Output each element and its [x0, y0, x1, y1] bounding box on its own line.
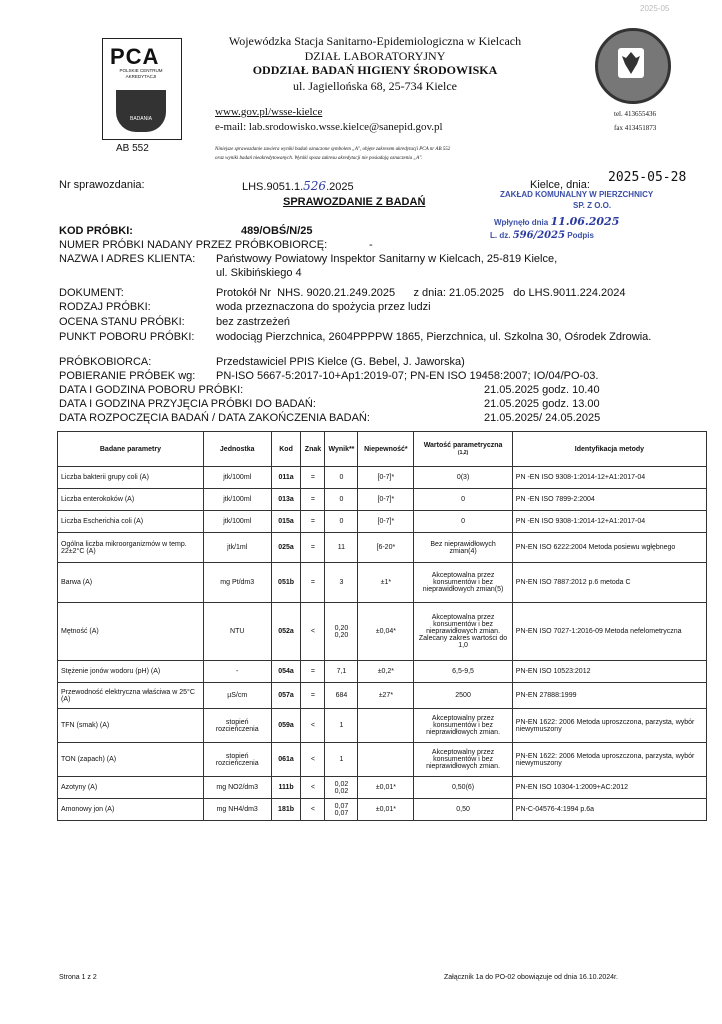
institution-address: ul. Jagiellońska 68, 25-734 Kielce [293, 79, 457, 93]
table-cell: Barwa (A) [58, 563, 204, 603]
sample-fields [59, 225, 659, 346]
table-cell: Przewodność elektryczna właściwa w 25°C (A) [58, 683, 204, 709]
table-header-row [58, 432, 707, 467]
table-cell: 054a [271, 661, 301, 683]
field-value: wodociąg Pierzchnica, 2604PPPPW 1865, Pierzchnica, ul. Szkolna 30, Ośrodek Zdrowia. [216, 331, 652, 343]
table-cell: Amonowy jon (A) [58, 799, 204, 821]
table-cell: 0,50(6) [414, 777, 512, 799]
table-cell: Stężenie jonów wodoru (pH) (A) [58, 661, 204, 683]
table-cell: < [301, 743, 325, 777]
table-cell: 0,20 0,20 [325, 603, 358, 661]
table-cell: 052a [271, 603, 301, 661]
header-cell [414, 432, 512, 467]
table-cell: 181b [271, 799, 301, 821]
eagle-emblem-icon [618, 48, 644, 78]
table-cell: 0(3) [414, 467, 512, 489]
header-cell: Wynik** [325, 432, 358, 467]
table-cell: 2500 [414, 683, 512, 709]
date-row-poboru [59, 384, 699, 398]
field-row-ocena [59, 316, 659, 331]
table-cell: Mętność (A) [58, 603, 204, 661]
table-cell: PN-EN 27888:1999 [512, 683, 706, 709]
field-row-punkt [59, 331, 659, 346]
date-value: 21.05.2025 godz. 10.40 [484, 384, 600, 396]
field-row-kod [59, 225, 659, 239]
date-value: 21.05.2025 godz. 13.00 [484, 398, 600, 410]
accreditation-note-1: Niniejsze sprawozdanie zawiera wyniki badań oznaczone symbolem „A", objęte zakresem akredytacji PCA nr AB 552 [215, 147, 451, 152]
table-cell: = [301, 533, 325, 563]
field-value: Protokół Nr NHS. 9020.21.249.2025 z dnia: 21.05.2025 do LHS.9011.224.2024 [216, 287, 626, 299]
table-cell: PN-EN ISO 7887:2012 p.6 metoda C [512, 563, 706, 603]
table-cell: 051b [271, 563, 301, 603]
table-cell: Liczba bakterii grupy coli (A) [58, 467, 204, 489]
field-value: bez zastrzeżeń [216, 316, 290, 328]
table-cell: jtk/100ml [203, 489, 271, 511]
table-row [58, 777, 707, 799]
table-cell: 0,50 [414, 799, 512, 821]
table-cell: [0-7]* [358, 467, 414, 489]
table-cell: PN-EN ISO 7027-1:2016-09 Metoda nefelometryczna [512, 603, 706, 661]
department-name: DZIAŁ LABORATORYJNY [304, 49, 446, 63]
table-cell [358, 709, 414, 743]
table-row [58, 603, 707, 661]
table-cell: Ogólna liczba mikroorganizmów w temp. 22±2°C (A) [58, 533, 204, 563]
field-label: NAZWA I ADRES KLIENTA: [59, 253, 196, 265]
report-number-value [242, 179, 354, 193]
accreditation-note-2: oraz wyniki badań nieakredytowanych. Wyniki spoza zakresu akredytacji nie posiadają oznaczenia „A". [215, 156, 423, 161]
table-row [58, 799, 707, 821]
pca-logo-text: PCA [110, 44, 160, 69]
table-row [58, 683, 707, 709]
date-value: 21.05.2025/ 24.05.2025 [484, 412, 601, 424]
table-cell: Liczba Escherichia coli (A) [58, 511, 204, 533]
table-cell: ±0,2* [358, 661, 414, 683]
table-cell: TON (zapach) (A) [58, 743, 204, 777]
table-cell: 061a [271, 743, 301, 777]
signature-label: Podpis [567, 231, 594, 240]
table-cell: 0 [325, 511, 358, 533]
attachment-note: Załącznik 1a do PO-02 obowiązuje od dnia 16.10.2024r. [444, 974, 618, 981]
table-cell: Akceptowalna przez konsumentów i bez nieprawidłowych zmian(5) [414, 563, 512, 603]
results-table [57, 431, 707, 821]
date-label: DATA I GODZINA PRZYJĘCIA PRÓBKI DO BADAŃ: [59, 398, 316, 410]
field-row-dokument [59, 287, 659, 301]
header-cell: Badane parametry [58, 432, 204, 467]
header-cell: Niepewność* [358, 432, 414, 467]
field-row-rodzaj [59, 301, 659, 316]
table-cell: 011a [271, 467, 301, 489]
table-cell: 0,02 0,02 [325, 777, 358, 799]
division-name: ODDZIAŁ BADAŃ HIGIENY ŚRODOWISKA [252, 63, 498, 77]
received-date-handwritten: 11.06.2025 [550, 215, 620, 228]
table-cell: ±0,04* [358, 603, 414, 661]
received-stamp-company: ZAKŁAD KOMUNALNY W PIERZCHNICY [500, 190, 654, 199]
top-mark: 2025-05 [640, 4, 670, 13]
table-cell: PN -EN ISO 9308-1:2014-12+A1:2017-04 [512, 467, 706, 489]
table-cell: ±1* [358, 563, 414, 603]
table-cell: 1 [325, 743, 358, 777]
field-row-probkobiorca [59, 356, 699, 370]
table-cell: PN-EN ISO 10523:2012 [512, 661, 706, 683]
table-cell: mg NH4/dm3 [203, 799, 271, 821]
table-cell: jtk/100ml [203, 511, 271, 533]
page-number: Strona 1 z 2 [59, 974, 97, 981]
table-cell: PN -EN ISO 9308-1:2014-12+A1:2017-04 [512, 511, 706, 533]
date-row-przyjecia [59, 398, 699, 412]
table-cell: - [203, 661, 271, 683]
website-link[interactable]: www.gov.pl/wsse-kielce [215, 106, 323, 118]
pca-logo-subtitle: POLSKIE CENTRUM AKREDYTACJI [119, 68, 163, 79]
field-label: PRÓBKOBIORCA: [59, 356, 152, 368]
table-cell: stopień rozcieńczenia [203, 743, 271, 777]
table-cell: 057a [271, 683, 301, 709]
ldz-label: L. dz. [490, 231, 511, 240]
table-cell: TFN (smak) (A) [58, 709, 204, 743]
table-cell: PN-EN 1622: 2006 Metoda uproszczona, parzysta, wybór niewymuszony [512, 709, 706, 743]
table-cell: = [301, 467, 325, 489]
table-cell: 0 [414, 511, 512, 533]
field-label: NUMER PRÓBKI NADANY PRZEZ PRÓBKOBIORCĘ: [59, 239, 328, 251]
table-cell: [0-7]* [358, 489, 414, 511]
table-cell: Akceptowalny przez konsumentów i bez nieprawidłowych zmian. [414, 743, 512, 777]
table-row [58, 661, 707, 683]
field-value: Przedstawiciel PPIS Kielce (G. Bebel, J. Jaworska) [216, 356, 465, 368]
date-label: DATA I GODZINA POBORU PRÓBKI: [59, 384, 244, 396]
table-cell: 1 [325, 709, 358, 743]
table-cell: [0-7]* [358, 511, 414, 533]
table-cell: µS/cm [203, 683, 271, 709]
report-number-label: Nr sprawozdania: [59, 179, 145, 191]
table-cell: 0 [325, 467, 358, 489]
field-value: woda przeznaczona do spożycia przez ludzi [216, 301, 431, 313]
table-cell [358, 743, 414, 777]
report-number-prefix: LHS.9051.1. [242, 181, 304, 193]
table-cell: PN-C-04576-4:1994 p.6a [512, 799, 706, 821]
table-cell: ±0,01* [358, 777, 414, 799]
report-title: SPRAWOZDANIE Z BADAŃ [283, 196, 426, 208]
table-cell: jtk/1ml [203, 533, 271, 563]
field-value: Państwowy Powiatowy Inspektor Sanitarny w Kielcach, 25-819 Kielce, [216, 253, 558, 265]
header-cell-note: (1,2) [457, 450, 469, 456]
table-cell: 11 [325, 533, 358, 563]
field-row-pobieranie [59, 370, 699, 384]
city-date-label: Kielce, dnia: [530, 179, 590, 191]
table-cell: = [301, 683, 325, 709]
table-cell: 7,1 [325, 661, 358, 683]
table-body [58, 467, 707, 821]
field-row-klient [59, 253, 659, 267]
table-cell: 3 [325, 563, 358, 603]
table-cell: NTU [203, 603, 271, 661]
header-cell: Jednostka [203, 432, 271, 467]
report-number-year: .2025 [326, 181, 354, 193]
date-label: DATA ROZPOCZĘCIA BADAŃ / DATA ZAKOŃCZENIA BADAŃ: [59, 412, 370, 424]
field-label: KOD PRÓBKI: [59, 225, 133, 237]
table-cell: < [301, 709, 325, 743]
table-cell: < [301, 799, 325, 821]
header-cell: Kod [271, 432, 301, 467]
field-label: POBIERANIE PRÓBEK wg: [59, 370, 196, 382]
table-cell: mg NO2/dm3 [203, 777, 271, 799]
table-cell: = [301, 511, 325, 533]
table-row [58, 743, 707, 777]
table-cell: [6-20* [358, 533, 414, 563]
field-row-numer [59, 239, 659, 253]
table-cell: PN-EN ISO 6222:2004 Metoda posiewu wgłębnego [512, 533, 706, 563]
report-number-handwritten: 526 [303, 179, 327, 193]
table-cell: 025a [271, 533, 301, 563]
report-date-stamp: 2025-05-28 [608, 170, 687, 185]
telephone: tel. 413655436 [614, 110, 656, 118]
table-cell: Azotyny (A) [58, 777, 204, 799]
table-cell: PN-EN ISO 10304-1:2009+AC:2012 [512, 777, 706, 799]
table-cell: 059a [271, 709, 301, 743]
table-cell: 0 [325, 489, 358, 511]
sampling-fields [59, 356, 699, 426]
table-cell: = [301, 489, 325, 511]
field-label: DOKUMENT: [59, 287, 124, 299]
fax: fax 413451873 [614, 124, 657, 132]
accreditation-number: AB 552 [116, 143, 149, 154]
table-cell: Akceptowalny przez konsumentów i bez nieprawidłowych zmian. [414, 709, 512, 743]
table-cell: PN -EN ISO 7899-2:2004 [512, 489, 706, 511]
table-cell: jtk/100ml [203, 467, 271, 489]
table-cell: Bez nieprawidłowych zmian(4) [414, 533, 512, 563]
table-row [58, 511, 707, 533]
field-label: RODZAJ PRÓBKI: [59, 301, 151, 313]
table-cell: mg Pt/dm3 [203, 563, 271, 603]
table-cell: = [301, 563, 325, 603]
date-row-badan [59, 412, 699, 426]
table-cell: ±27* [358, 683, 414, 709]
received-label: Wpłynęło dnia [494, 218, 549, 227]
table-cell: 684 [325, 683, 358, 709]
table-row [58, 709, 707, 743]
table-cell: < [301, 603, 325, 661]
pca-logo-badge [116, 90, 166, 132]
table-cell: 015a [271, 511, 301, 533]
field-value: 489/OBŚ/N/25 [241, 225, 313, 237]
table-row [58, 489, 707, 511]
table-cell: < [301, 777, 325, 799]
field-label: PUNKT POBORU PRÓBKI: [59, 331, 195, 343]
header-cell: Identyfikacja metody [512, 432, 706, 467]
field-row-klient-address [59, 267, 659, 287]
table-cell: 6,5-9,5 [414, 661, 512, 683]
pca-badge-text: BADANIA [130, 116, 152, 122]
field-value: PN-ISO 5667-5:2017-10+Ap1:2019-07; PN-EN ISO 19458:2007; IO/04/PO-03. [216, 370, 599, 382]
field-value: - [369, 239, 373, 251]
table-row [58, 533, 707, 563]
table-cell: = [301, 661, 325, 683]
table-cell: 111b [271, 777, 301, 799]
table-cell: 0,07 0,07 [325, 799, 358, 821]
field-label: OCENA STANU PRÓBKI: [59, 316, 185, 328]
table-cell: Liczba enterokoków (A) [58, 489, 204, 511]
field-value: ul. Skibińskiego 4 [216, 267, 302, 279]
table-cell: 013a [271, 489, 301, 511]
institution-name: Wojewódzka Stacja Sanitarno-Epidemiologiczna w Kielcach [228, 34, 522, 48]
table-cell: stopień rozcieńczenia [203, 709, 271, 743]
field-label [59, 267, 216, 287]
table-cell: PN-EN 1622: 2006 Metoda uproszczona, parzysta, wybór niewymuszony [512, 743, 706, 777]
table-row [58, 467, 707, 489]
table-cell: ±0,01* [358, 799, 414, 821]
table-cell: Akceptowalna przez konsumentów i bez nieprawidłowych zmian. Zalecany zakres wartości do 1,0 [414, 603, 512, 661]
header-cell: Znak [301, 432, 325, 467]
table-row [58, 563, 707, 603]
received-stamp-company-type: SP. Z O.O. [573, 201, 612, 210]
email-address: e-mail: lab.srodowisko.wsse.kielce@sanepid.gov.pl [215, 121, 443, 133]
ldz-handwritten: 596/2025 [512, 230, 566, 241]
table-cell: 0 [414, 489, 512, 511]
header-cell-text: Wartość parametryczna [423, 442, 503, 449]
